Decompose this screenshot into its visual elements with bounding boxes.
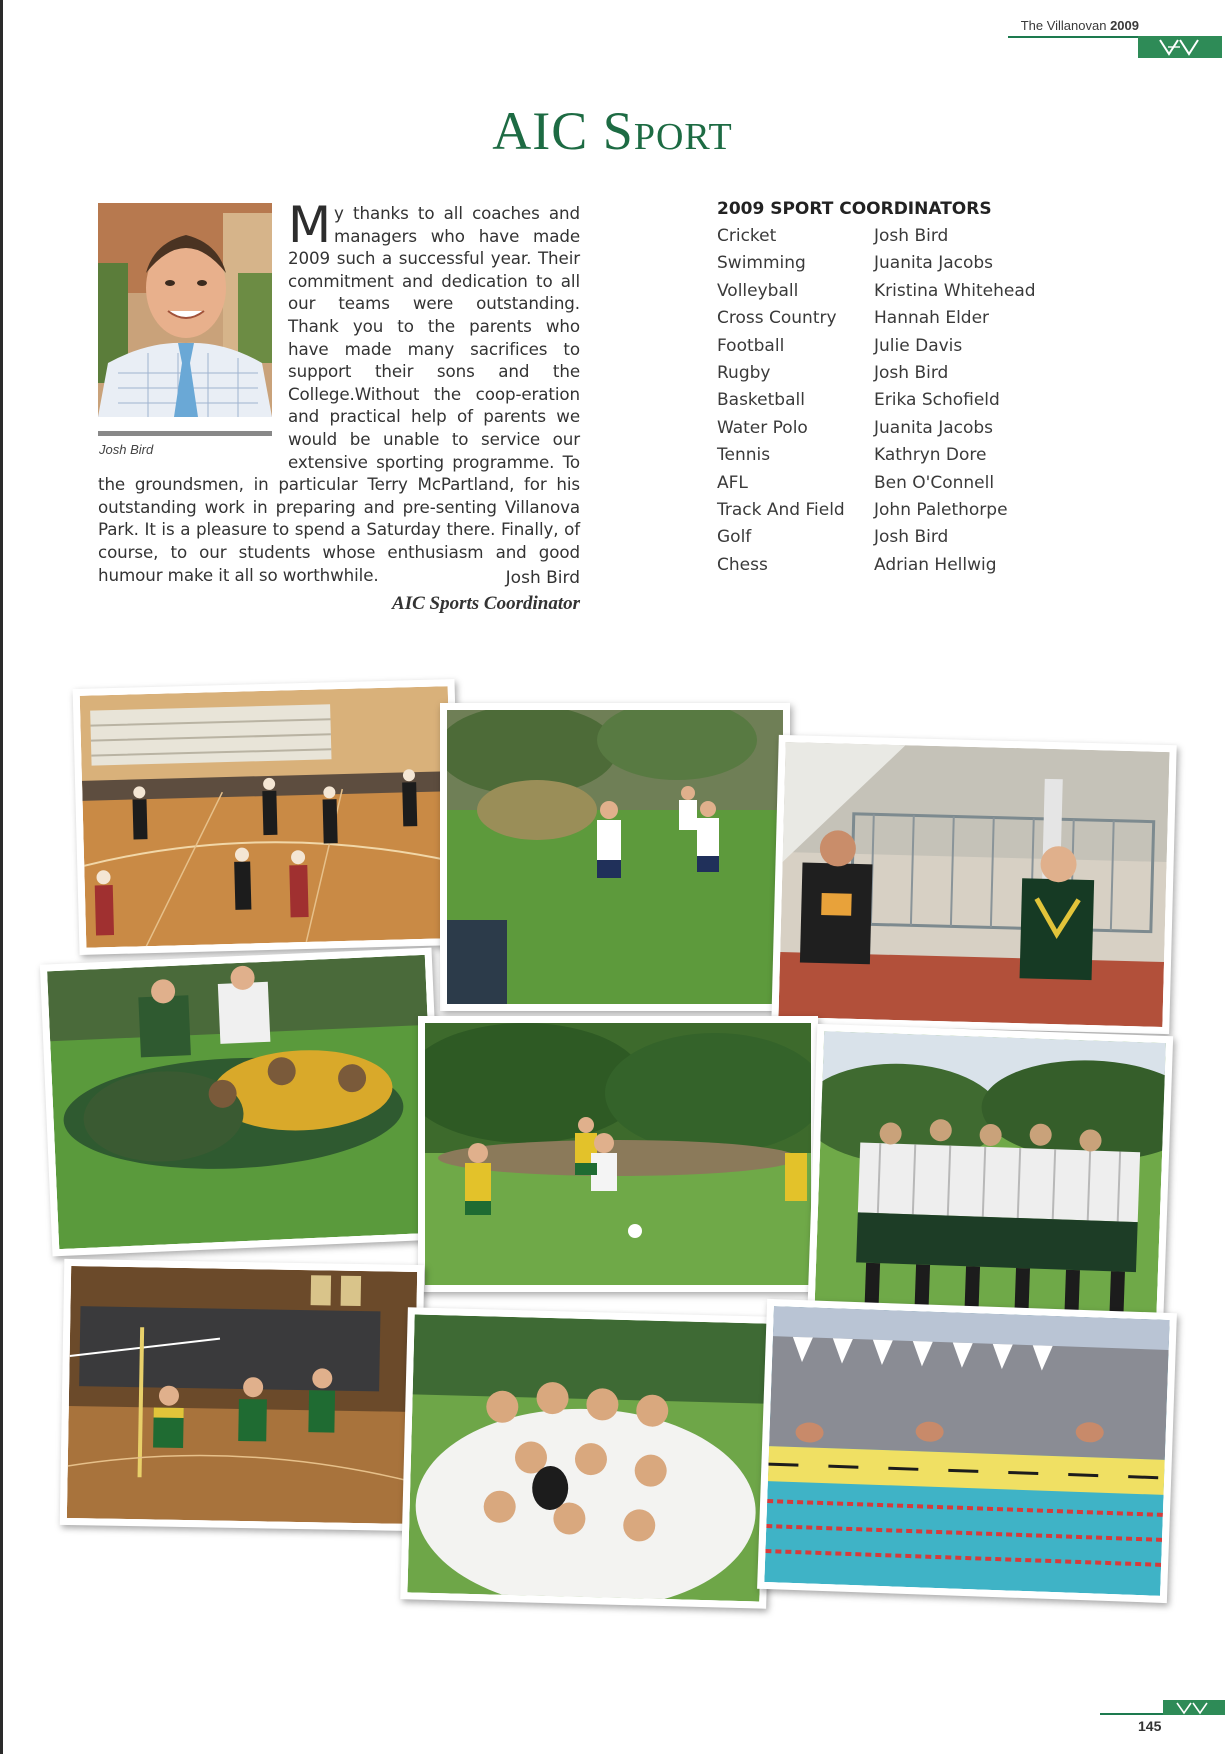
coordinator-name: Hannah Elder (874, 308, 990, 329)
coordinator-row (717, 473, 1057, 500)
coordinator-sport: Cricket (717, 226, 777, 246)
page-edge (0, 0, 3, 1754)
photo-basketball (73, 679, 462, 955)
article-body (98, 196, 580, 586)
coordinator-name: Josh Bird (874, 362, 949, 383)
coordinator-row (717, 336, 1057, 363)
photo-volleyball (60, 1259, 425, 1531)
coordinators-list (717, 226, 1057, 582)
article-text: y thanks to all coaches and managers who have made 2009 such a successful year. Their commitment and dedication to all our teams were outstanding. Thank you to the parents who have made many sacrifices to support their sons and the College.Without the coop-eration and practical help of parents we would be unable to service our extensive sporting programme. To the groundsmen, in particular Terry McPartland, for his outstanding work in preparing and pre-senting Villanova Park. It is a pleasure to spend a Saturday there. Finally, of course, to our students whose enthusiasm and good humour make it all so worthwhile. (98, 203, 580, 585)
photo-football-match (418, 1016, 818, 1292)
coordinator-sport: Tennis (717, 445, 771, 466)
coordinator-name: Kathryn Dore (874, 445, 987, 466)
photo-rugby-scrum (40, 948, 444, 1257)
publication-name: The Villanovan (1020, 18, 1107, 33)
signature-role: AIC Sports Coordinator (392, 593, 580, 614)
coordinator-sport: Volleyball (717, 280, 799, 301)
coordinator-row (717, 281, 1057, 308)
portrait-caption: Josh Bird (99, 442, 154, 457)
coordinator-row (717, 418, 1057, 445)
coordinator-name: Erika Schofield (874, 390, 1000, 411)
page-title: AIC Sport (492, 101, 733, 161)
coordinator-sport: Basketball (717, 390, 805, 411)
coordinator-name: Juanita Jacobs (874, 417, 994, 438)
coordinator-sport: AFL (717, 472, 748, 493)
coordinator-row (717, 253, 1057, 280)
coordinator-name: Josh Bird (874, 527, 949, 548)
coordinator-name: Josh Bird (874, 226, 949, 246)
coordinator-row (717, 390, 1057, 417)
coordinator-row (717, 500, 1057, 527)
coordinator-row (717, 363, 1057, 390)
vv-logo-icon (1138, 36, 1222, 58)
running-header (1021, 18, 1139, 33)
coordinator-name: John Palethorpe (874, 499, 1008, 520)
coordinator-name: Adrian Hellwig (874, 554, 997, 575)
footer-logo-badge (1163, 1700, 1225, 1715)
photo-track-runners (771, 735, 1176, 1034)
photo-cricket-team (400, 1307, 774, 1608)
coordinator-name: Juanita Jacobs (874, 253, 994, 274)
coordinator-row (717, 226, 1057, 253)
coordinator-row (717, 445, 1057, 472)
page-number: 145 (1138, 1718, 1162, 1734)
vv-logo-icon (1163, 1700, 1225, 1715)
coordinator-sport: Cross Country (717, 308, 837, 329)
coordinator-row (717, 308, 1057, 335)
coordinator-row (717, 527, 1057, 554)
coordinator-sport: Swimming (717, 253, 806, 274)
college-logo-badge (1138, 36, 1222, 58)
coordinator-sport: Track And Field (717, 499, 845, 520)
photo-cross-country (440, 703, 790, 1011)
coordinator-sport: Water Polo (717, 417, 808, 438)
coordinator-name: Ben O'Connell (874, 472, 995, 493)
portrait-float-spacer (98, 202, 288, 472)
coordinators-heading: 2009 SPORT COORDINATORS (717, 199, 992, 219)
coordinator-row (717, 555, 1057, 582)
publication-year: 2009 (1110, 18, 1139, 33)
coordinator-sport: Golf (717, 527, 752, 548)
coordinator-name: Julie Davis (874, 335, 963, 356)
photo-team-huddle (807, 1024, 1173, 1340)
coordinator-sport: Football (717, 335, 785, 356)
coordinator-sport: Chess (717, 554, 768, 575)
coordinator-sport: Rugby (717, 362, 771, 383)
signature-name: Josh Bird (505, 568, 580, 588)
drop-cap: M (288, 196, 332, 254)
coordinator-name: Kristina Whitehead (874, 280, 1036, 301)
photo-swimming-carnival (757, 1299, 1177, 1603)
